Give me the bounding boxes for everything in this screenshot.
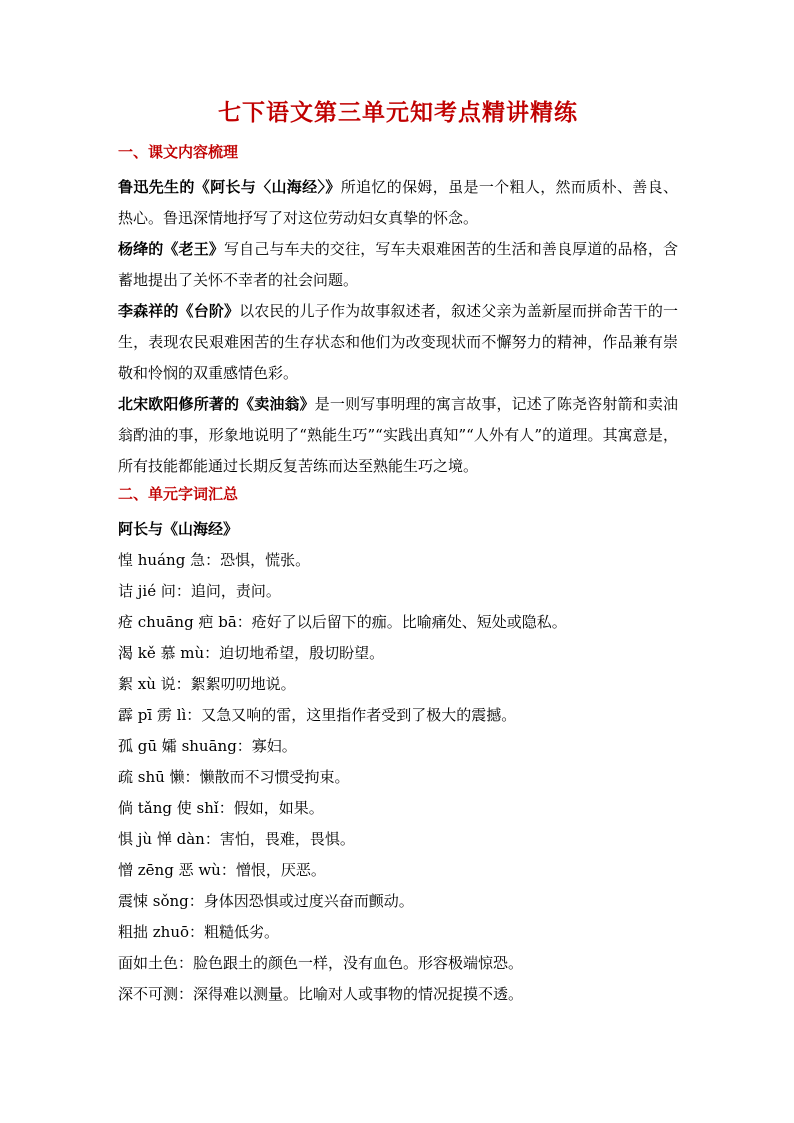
vocab-item: 孤 gū 孀 shuāng：寡妇。 — [118, 737, 297, 755]
vocab-item: 深不可测：深得难以测量。比喻对人或事物的情况捉摸不透。 — [118, 985, 524, 1003]
vocab-item: 诘 jié 问：追问，责问。 — [118, 582, 281, 600]
vocab-item: 粗拙 zhuō：粗糙低劣。 — [118, 923, 280, 941]
paragraph-lead: 北宋欧阳修所著的《卖油翁》 — [118, 395, 315, 413]
vocab-item: 渴 kě 慕 mù：迫切地希望，殷切盼望。 — [118, 644, 385, 662]
section-heading-vocabulary: 二、单元字词汇总 — [118, 485, 239, 503]
lesson-subtitle: 阿长与《山海经》 — [118, 520, 239, 538]
vocab-item: 憎 zēng 恶 wù：憎恨，厌恶。 — [118, 861, 326, 879]
document-content — [118, 98, 678, 1010]
vocab-item: 倘 tǎng 使 shǐ：假如，如果。 — [118, 799, 324, 817]
summary-paragraph — [118, 234, 678, 296]
vocab-item: 疮 chuāng 疤 bā：疮好了以后留下的痂。比喻痛处、短处或隐私。 — [118, 613, 567, 631]
paragraph-text: 是一则写事明理的寓言故事，记述了陈尧咨射箭和卖油翁酌油的事，形象地说明了“熟能生巧”“实践出真知”“人外有人”的道理。其寓意是，所有技能都能通过长期反复苦练而达至熟能生巧之境。 — [118, 395, 678, 475]
paragraph-lead: 李森祥的《台阶》 — [118, 302, 240, 320]
vocab-item: 震悚 sǒng：身体因恐惧或过度兴奋而颤动。 — [118, 892, 414, 910]
section-heading-content-summary: 一、课文内容梳理 — [118, 143, 239, 161]
vocab-item: 霹 pī 雳 lì：又急又响的雷，这里指作者受到了极大的震撼。 — [118, 706, 517, 724]
paragraph-text: 所追忆的保姆，虽是一个粗人，然而质朴、善良、热心。鲁迅深情地抒写了对这位劳动妇女真挚的怀念。 — [118, 178, 678, 227]
paragraph-text: 以农民的儿子作为故事叙述者，叙述父亲为盖新屋而拼命苦干的一生，表现农民艰难困苦的生存状态和他们为改变现状而不懈努力的精神，作品兼有崇敬和怜悯的双重感情色彩。 — [118, 302, 678, 382]
vocab-item: 惶 huáng 急：恐惧，慌张。 — [118, 551, 311, 569]
vocab-item: 絮 xù 说：絮絮叨叨地说。 — [118, 675, 296, 693]
vocab-item: 疏 shū 懒：懒散而不习惯受拘束。 — [118, 768, 350, 786]
paragraph-lead: 鲁迅先生的《阿长与〈山海经〉》 — [118, 178, 341, 196]
vocab-item: 面如土色：脸色跟土的颜色一样，没有血色。形容极端惊恐。 — [118, 954, 524, 972]
paragraph-lead: 杨绛的《老王》 — [118, 240, 224, 258]
summary-paragraph — [118, 296, 678, 389]
vocabulary-list — [118, 545, 678, 1010]
paragraph-text: 写自己与车夫的交往，写车夫艰难困苦的生活和善良厚道的品格，含蓄地提出了关怀不幸者的社会问题。 — [118, 240, 678, 289]
summary-paragraph — [118, 389, 678, 482]
vocab-item: 惧 jù 惮 dàn：害怕，畏难，畏惧。 — [118, 830, 355, 848]
document-title: 七下语文第三单元知考点精讲精练 — [218, 99, 578, 126]
summary-paragraph — [118, 172, 678, 234]
